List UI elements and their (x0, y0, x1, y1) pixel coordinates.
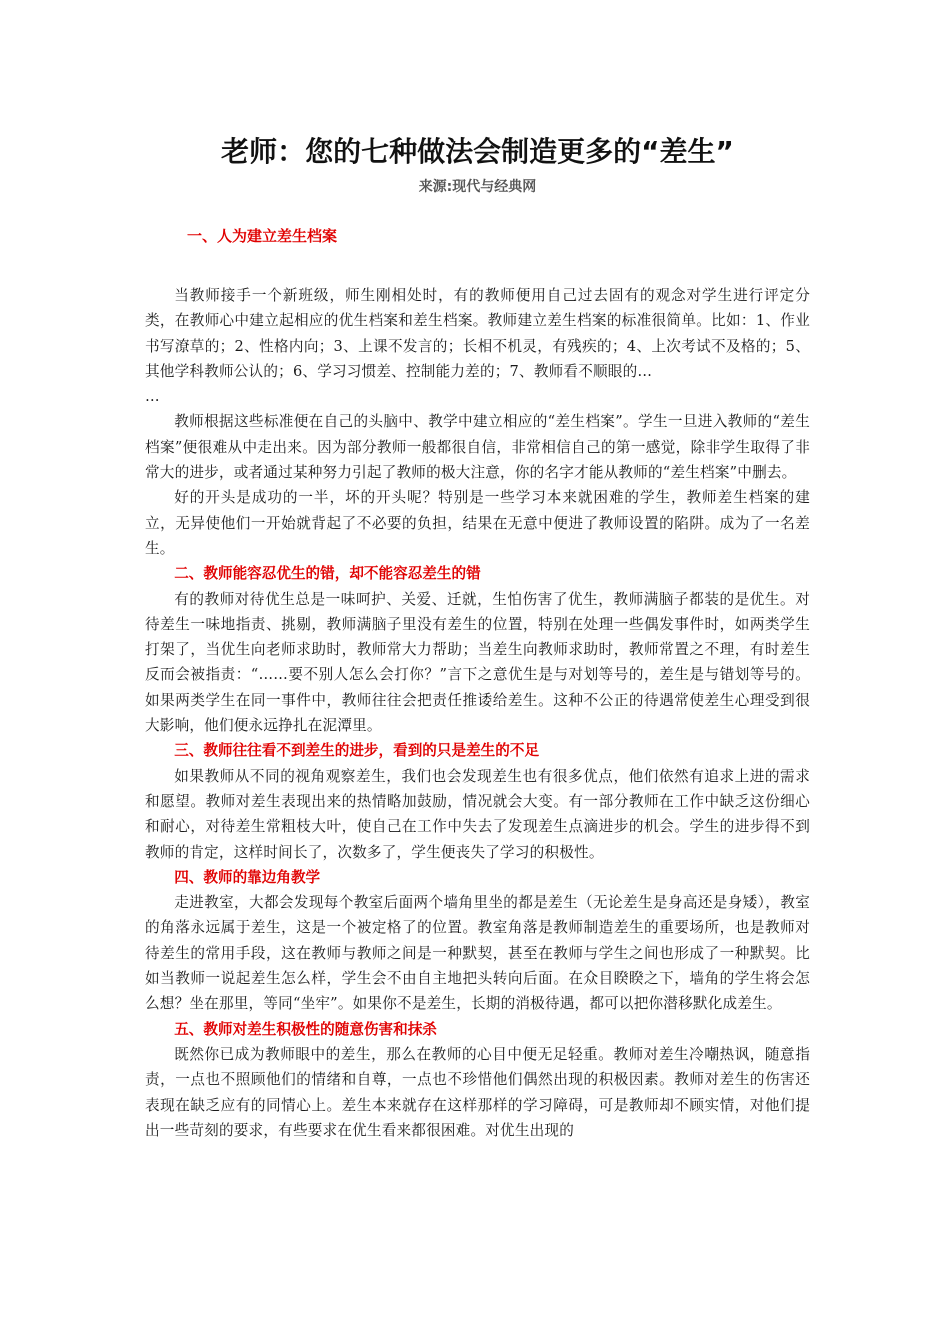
section-heading-4: 四、教师的靠边角教学 (174, 868, 321, 886)
section-heading-3: 三、教师往往看不到差生的进步，看到的只是差生的不足 (174, 742, 540, 760)
paragraph: 当教师接手一个新班级，师生刚相处时，有的教师便用自己过去固有的观念对学生进行评定分类，在教师心中建立起相应的优生档案和差生档案。教师建立差生档案的标准很简单。比如：1、作业书写潦草的；2、性格内向；3、上课不发言的；长相不机灵，有残疾的；4、上次考试不及格的；5、其他学科教师公认的；6、学习习惯差、控制能力差的；7、教师看不顺眼的… (145, 287, 810, 380)
section-heading-2: 二、教师能容忍优生的错，却不能容忍差生的错 (174, 565, 481, 583)
paragraph: 既然你已成为教师眼中的差生，那么在教师的心目中便无足轻重。教师对差生冷嘲热讽，随意指责，一点也不照顾他们的情绪和自尊，一点也不珍惜他们偶然出现的积极因素。教师对差生的伤害还表现在缺乏应有的同情心上。差生本来就存在这样那样的学习障碍，可是教师却不顾实情，对他们提出一些苛刻的要求，有些要求在优生看来都很困难。对优生出现的 (145, 1045, 810, 1139)
document-title: 老师：您的七种做法会制造更多的“差生” (221, 135, 734, 168)
document-source: 来源:现代与经典网 (418, 179, 537, 195)
section-heading-5: 五、教师对差生积极性的随意伤害和抹杀 (174, 1020, 437, 1038)
paragraph: 如果教师从不同的视角观察差生，我们也会发现差生也有很多优点，他们依然有追求上进的需求和愿望。教师对差生表现出来的热情略加鼓励，情况就会大变。有一部分教师在工作中缺乏这份细心和耐心，对待差生常粗枝大叶，使自己在工作中失去了发现差生点滴进步的机会。学生的进步得不到教师的肯定，这样时间长了，次数多了，学生便丧失了学习的积极性。 (145, 767, 810, 861)
paragraph: 好的开头是成功的一半，坏的开头呢？特别是一些学习本来就困难的学生，教师差生档案的建立，无异使他们一开始就背起了不必要的负担，结果在无意中便进了教师设置的陷阱。成为了一名差生。 (145, 489, 810, 557)
document-body (145, 283, 810, 1143)
paragraph-ellipsis: … (145, 388, 160, 406)
section-heading-1: 一、人为建立差生档案 (187, 227, 338, 245)
paragraph: 教师根据这些标准便在自己的头脑中、教学中建立相应的“差生档案”。学生一旦进入教师的“差生档案”便很难从中走出来。因为部分教师一般都很自信，非常相信自己的第一感觉，除非学生取得了非常大的进步，或者通过某种努力引起了教师的极大注意，你的名字才能从教师的“差生档案”中删去。 (145, 413, 810, 482)
paragraph: 走进教室，大都会发现每个教室后面两个墙角里坐的都是差生（无论差生是身高还是身矮），教室的角落永远属于差生，这是一个被定格了的位置。教室角落是教师制造差生的重要场所，也是教师对待差生的常用手段，这在教师与教师之间是一种默契，甚至在教师与学生之间也形成了一种默契。比如当教师一说起差生怎么样，学生会不由自主地把头转向后面。在众目睽睽之下，墙角的学生将会怎么想？坐在那里，等同“坐牢”。如果你不是差生，长期的消极待遇，都可以把你潜移默化成差生。 (145, 894, 810, 1013)
paragraph: 有的教师对待优生总是一味呵护、关爱、迁就，生怕伤害了优生，教师满脑子都装的是优生。对待差生一味地指责、挑剔，教师满脑子里没有差生的位置，特别在处理一些偶发事件时，如两类学生打架了，当优生向老师求助时，教师常大力帮助；当差生向教师求助时，教师常置之不理，有时差生反而会被指责：“……要不别人怎么会打你？”言下之意优生是与对划等号的，差生是与错划等号的。如果两类学生在同一事件中，教师往往会把责任推诿给差生。这种不公正的待遇常使差生心理受到很大影响，他们便永远挣扎在泥潭里。 (145, 590, 810, 735)
